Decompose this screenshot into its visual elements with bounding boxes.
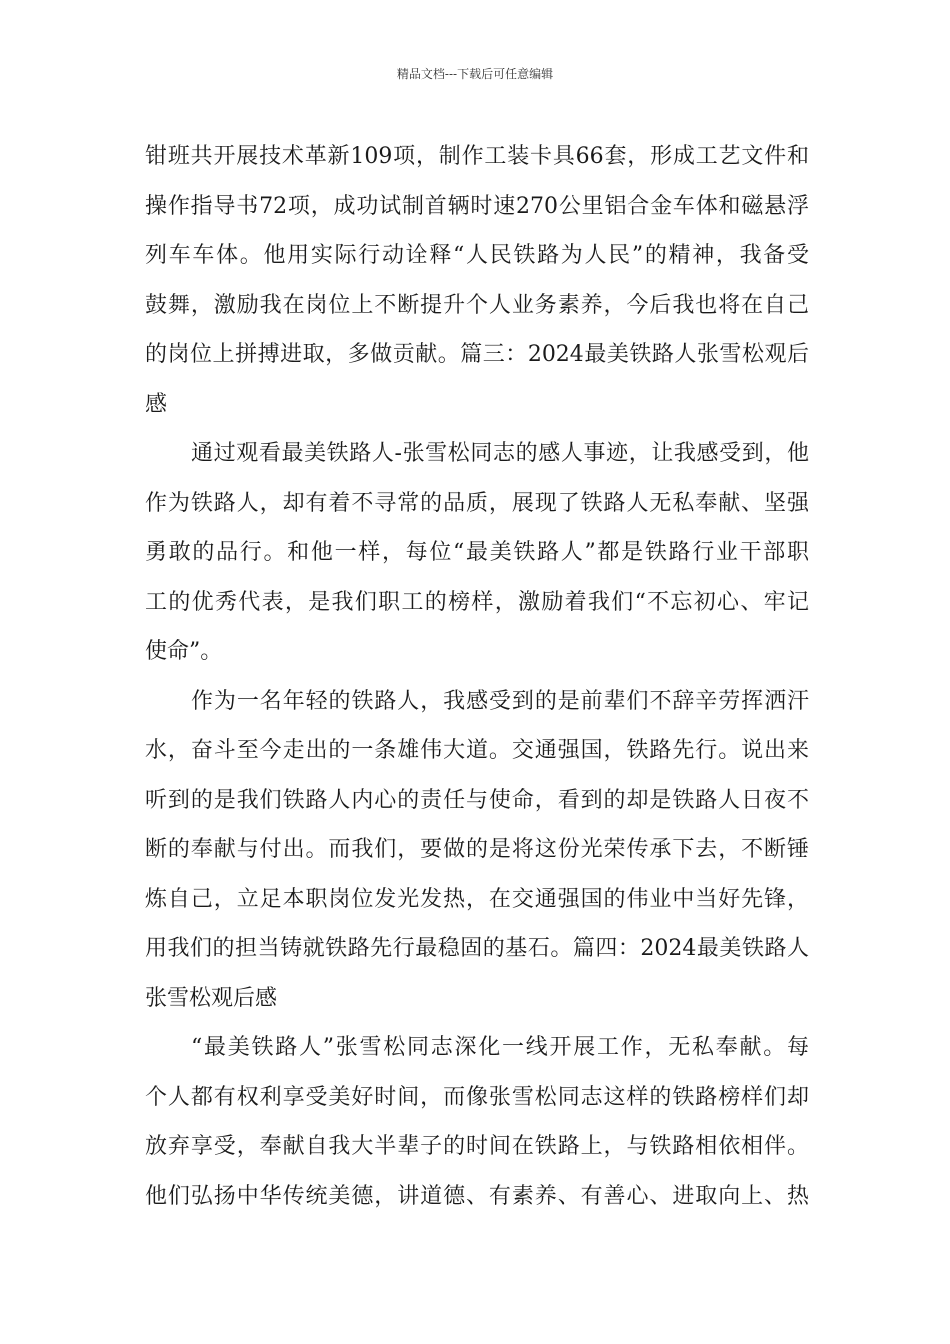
text-line: 列车车体。他用实际行动诠释“人民铁路为人民”的精神，我备受 [145,243,809,268]
text-line: 断的奉献与付出。而我们，要做的是将这份光荣传承下去，不断锤 [145,837,809,862]
text-line: 操作指导书72项，成功试制首辆时速270公里铝合金车体和磁悬浮 [145,193,809,219]
text-line: 鼓舞，激励我在岗位上不断提升个人业务素养，今后我也将在自己 [145,292,809,318]
page-header: 精品文档---下载后可任意编辑 [396,67,554,81]
text-line: 工的优秀代表，是我们职工的榜样，激励着我们“不忘初心、牢记 [145,589,809,615]
text-line: 放弃享受，奉献自我大半辈子的时间在铁路上，与铁路相依相伴。 [145,1134,809,1159]
text-line: 用我们的担当铸就铁路先行最稳固的基石。篇四：2024最美铁路人 [145,936,809,961]
text-line: 的岗位上拼搏进取，多做贡献。篇三：2024最美铁路人张雪松观后 [145,342,809,367]
text-line: 钳班共开展技术革新109项，制作工装卡具66套，形成工艺文件和 [145,144,809,169]
text-line: 听到的是我们铁路人内心的责任与使命，看到的却是铁路人日夜不 [145,787,809,813]
text-line: “最美铁路人”张雪松同志深化一线开展工作，无私奉献。每 [191,1035,809,1060]
text-line: 张雪松观后感 [145,985,278,1011]
text-line: 感 [145,391,168,417]
document-body [145,132,809,1221]
text-line: 他们弘扬中华传统美德，讲道德、有素养、有善心、进取向上、热 [145,1183,809,1209]
text-line: 炼自己，立足本职岗位发光发热，在交通强国的伟业中当好先锋， [145,886,809,912]
text-line: 通过观看最美铁路人-张雪松同志的感人事迹，让我感受到，他 [191,441,809,466]
text-line: 作为铁路人，却有着不寻常的品质，展现了铁路人无私奉献、坚强 [145,490,809,516]
text-line: 使命”。 [145,639,223,664]
text-line: 作为一名年轻的铁路人，我感受到的是前辈们不辞辛劳挥洒汗 [191,688,809,714]
text-line: 水，奋斗至今走出的一条雄伟大道。交通强国，铁路先行。说出来 [145,738,809,763]
text-line: 个人都有权利享受美好时间，而像张雪松同志这样的铁路榜样们却 [145,1084,809,1110]
text-line: 勇敢的品行。和他一样，每位“最美铁路人”都是铁路行业干部职 [145,540,809,565]
